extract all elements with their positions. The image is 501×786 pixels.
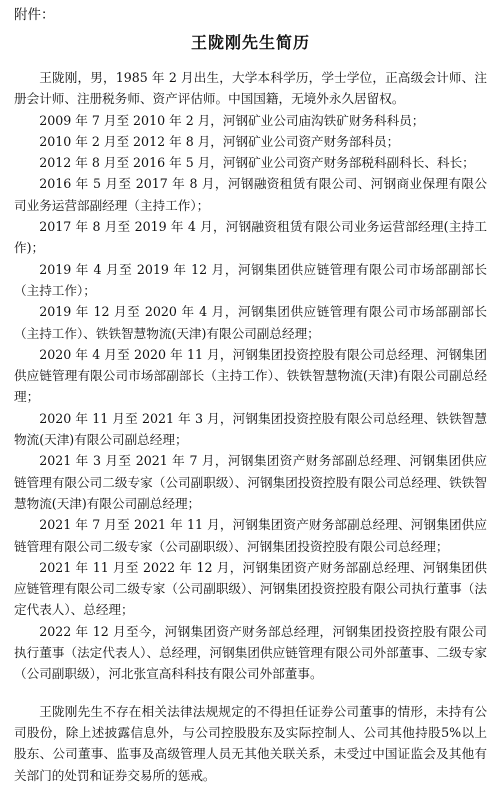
intro-paragraph: 王陇刚，男，1985 年 2 月出生，大学本科学历，学士学位，正高级会计师、注册会计师、注册税务师、资产评估师。中国国籍，无境外永久居留权。 [14,70,487,107]
career-entry: 2020 年 11 月至 2021 年 3 月，河钢集团投资控股有限公司总经理、铁铁智慧物流(天津)有限公司副总经理； [14,410,487,448]
career-entry: 2012 年 8 月至 2016 年 5 月，河钢矿业公司资产财务部税科副科长、科长； [39,155,475,171]
career-entry: 2010 年 2 月至 2012 年 8 月，河钢矿业公司资产财务部科员； [39,133,400,149]
career-entry: 2019 年 4 月至 2019 年 12 月，河钢集团供应链管理有限公司市场部副部长（主持工作）； [14,261,487,298]
document-title: 王陇刚先生简历 [190,33,310,52]
career-entry: 2020 年 4 月至 2020 年 11 月，河钢集团投资控股有限公司总经理、河钢集团供应链管理有限公司市场部副部长（主持工作）、铁铁智慧物流(天津)有限公司副总经理； [14,346,487,405]
career-entry: 2016 年 5 月至 2017 年 8 月，河钢融资租赁有限公司、河钢商业保理有限公司业务运营部副经理（主持工作）； [14,176,487,213]
attachment-label: 附件： [14,7,55,23]
paragraph-spacer [14,685,487,701]
disclosure-statement: 王陇刚先生不存在相关法律法规规定的不得担任证券公司董事的情形，未持有公司股份，除上述披露信息外，与公司控股股东及实际控制人、公司其他持股5%以上股东、公司董事、监事及高级管理人员无其他关联关系，未受过中国证监会及其他有关部门的处罚和证券交易所的惩戒。 [14,703,487,783]
career-entry: 2017 年 8 月至 2019 年 4 月，河钢融资租赁有限公司业务运营部经理(主持工作)； [14,219,487,256]
career-entry: 2022 年 12 月至今，河钢集团资产财务部总经理，河钢集团投资控股有限公司执行董事（法定代表人）、总经理，河钢集团供应链管理有限公司外部董事、二级专家（公司副职级），河北张宣高科科技有限公司外部董事。 [14,623,487,682]
career-entry: 2021 年 11 月至 2022 年 12 月，河钢集团资产财务部副总经理、河钢集团供应链管理有限公司二级专家（公司副职级）、河钢集团投资控股有限公司执行董事（法定代表人）、总经理； [14,559,487,618]
career-entry: 2019 年 12 月至 2020 年 4 月，河钢集团供应链管理有限公司市场部副部长（主持工作）、铁铁智慧物流(天津)有限公司副总经理； [14,304,487,341]
career-entry: 2021 年 7 月至 2021 年 11 月，河钢集团资产财务部副总经理、河钢集团供应链管理有限公司二级专家（公司副职级）、河钢集团投资控股有限公司总经理； [14,517,487,554]
career-entry: 2021 年 3 月至 2021 年 7 月，河钢集团资产财务部副总经理、河钢集团供应链管理有限公司二级专家（公司副职级）、河钢集团投资控股有限公司总经理、铁铁智慧物流(天津)有限公司副总经理； [14,453,487,511]
career-entry: 2009 年 7 月至 2010 年 2 月，河钢矿业公司庙沟铁矿财务科科员； [39,112,425,128]
